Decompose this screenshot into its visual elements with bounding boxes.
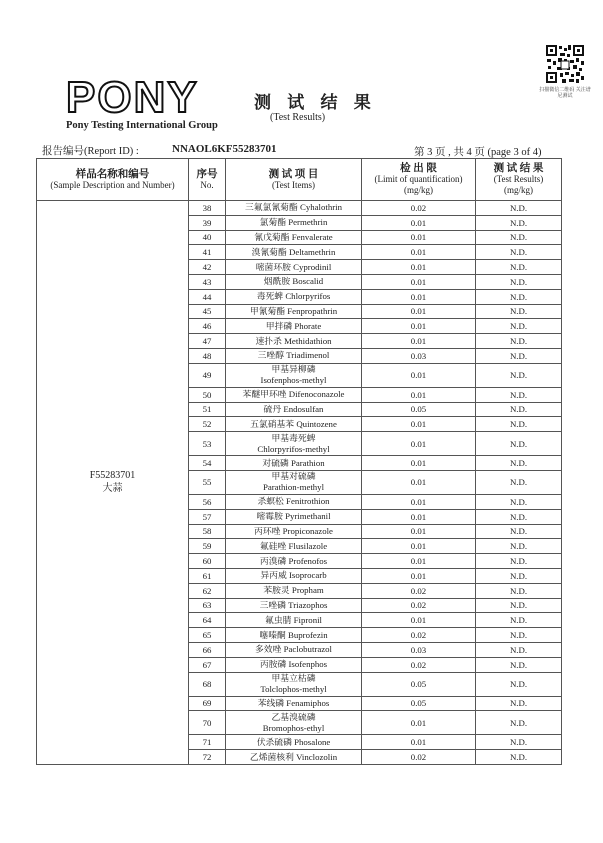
row-test-item [226,711,362,735]
row-no: 49 [189,363,226,387]
row-no: 57 [189,509,226,524]
row-test-item [226,568,362,583]
qr-caption: 扫描微信二维码 关注谱尼测试 [539,87,591,99]
row-no: 70 [189,711,226,735]
row-no: 40 [189,230,226,245]
test-item-cn: 丙胺磷 [259,659,287,670]
row-test-item [226,304,362,319]
table-body [37,201,562,765]
row-no: 55 [189,470,226,494]
row-result: N.D. [476,672,562,696]
row-no: 58 [189,524,226,539]
row-result: N.D. [476,260,562,275]
test-item-en: Cyprodinil [293,261,332,272]
sample-id: F55283701 [89,470,136,482]
row-result: N.D. [476,509,562,524]
row-limit: 0.01 [362,245,476,260]
row-limit: 0.01 [362,568,476,583]
row-limit: 0.01 [362,334,476,349]
row-limit: 0.01 [362,289,476,304]
row-no: 60 [189,554,226,569]
row-test-item [226,334,362,349]
row-no: 38 [189,201,226,216]
row-result: N.D. [476,319,562,334]
test-item-cn: 氰戊菊酯 [254,231,290,242]
header-limit-unit: (mg/kg) [404,185,433,195]
row-test-item [226,672,362,696]
test-item-cn: 乙烯菌核利 [249,751,294,762]
row-no: 45 [189,304,226,319]
row-limit: 0.01 [362,539,476,554]
row-result: N.D. [476,456,562,471]
table-row [37,201,562,216]
row-limit: 0.05 [362,402,476,417]
row-result: N.D. [476,289,562,304]
page-title-en: (Test Results) [270,112,326,123]
header-limit [362,159,476,201]
test-item-en: Propiconazole [282,525,333,536]
row-no: 56 [189,494,226,509]
page-title-cn: 测 试 结 果 [254,93,377,112]
test-item-en: Triadimenol [286,350,330,361]
row-limit: 0.01 [362,509,476,524]
row-test-item [226,245,362,260]
report-id-value: NNAOL6KF55283701 [172,143,277,155]
test-item-en: Permethrin [288,217,328,228]
row-no: 65 [189,628,226,643]
test-item-en: Fipronil [293,614,322,625]
test-item-cn: 苯线磷 [257,697,285,708]
company-name: Pony Testing International Group [66,120,218,131]
row-no: 63 [189,598,226,613]
row-limit: 0.01 [362,494,476,509]
header-limit-en: (Limit of quantification) [374,174,463,184]
test-item-en: Parathion [290,457,325,468]
row-test-item [226,363,362,387]
row-limit: 0.01 [362,524,476,539]
test-item-en: Deltamethrin [288,246,336,257]
row-result: N.D. [476,201,562,216]
test-item-en: Fenitrothion [286,496,330,507]
row-result: N.D. [476,628,562,643]
test-item-cn: 三唑醇 [257,350,284,361]
row-no: 50 [189,387,226,402]
header-result-cn: 测 试 结 果 [493,163,544,174]
test-item-en: Paclobutrazol [283,644,332,655]
header-result [476,159,562,201]
row-limit: 0.01 [362,456,476,471]
test-item-en: Chlorpyrifos [285,291,331,302]
row-limit: 0.01 [362,215,476,230]
test-item-cn: 丙环唑 [254,525,281,536]
row-test-item [226,598,362,613]
row-no: 39 [189,215,226,230]
row-limit: 0.02 [362,657,476,672]
row-result: N.D. [476,642,562,657]
test-item-en: Propham [291,585,324,596]
row-result: N.D. [476,432,562,456]
test-item-cn: 毒死蜱 [256,291,284,302]
row-limit: 0.01 [362,554,476,569]
header-result-en: (Test Results) [493,174,544,184]
header-no-en: No. [200,179,214,190]
row-limit: 0.01 [362,319,476,334]
sample-cell [37,201,189,765]
row-test-item [226,539,362,554]
row-limit: 0.01 [362,304,476,319]
row-test-item [226,509,362,524]
row-result: N.D. [476,363,562,387]
row-limit: 0.01 [362,711,476,735]
row-limit: 0.01 [362,613,476,628]
test-item-en: Fenpropathrin [287,305,338,316]
row-result: N.D. [476,215,562,230]
pony-logo: PONY [66,73,199,122]
row-test-item [226,456,362,471]
row-result: N.D. [476,348,562,363]
test-item-en: Chlorpyrifos-methyl [257,443,330,454]
row-result: N.D. [476,750,562,765]
test-item-cn: 氟硅唑 [259,540,287,551]
test-item-cn: 甲基毒死蜱 [271,432,316,443]
row-result: N.D. [476,613,562,628]
row-result: N.D. [476,711,562,735]
row-limit: 0.01 [362,260,476,275]
test-item-cn: 苯胺灵 [263,585,290,596]
test-item-en: Cyhalothrin [299,202,343,213]
page-number: 第 3 页 , 共 4 页 (page 3 of 4) [414,147,542,158]
row-limit: 0.05 [362,696,476,711]
row-result: N.D. [476,417,562,432]
row-no: 54 [189,456,226,471]
test-item-cn: 对硫磷 [262,457,289,468]
row-no: 41 [189,245,226,260]
row-no: 46 [189,319,226,334]
test-item-cn: 三唑磷 [259,599,286,610]
test-item-cn: 噻嗪酮 [259,629,286,640]
row-result: N.D. [476,274,562,289]
row-no: 53 [189,432,226,456]
row-test-item [226,554,362,569]
test-item-cn: 硫丹 [263,403,282,414]
row-no: 47 [189,334,226,349]
test-item-en: Triazophos [288,599,328,610]
row-limit: 0.05 [362,672,476,696]
test-item-cn: 甲基对硫磷 [271,471,316,482]
header-item-en: (Test Items) [271,179,316,190]
row-no: 51 [189,402,226,417]
test-item-cn: 嘧菌环胺 [255,261,291,272]
row-test-item [226,750,362,765]
header-no-cn: 序号 [196,168,218,180]
row-test-item [226,583,362,598]
header-limit-cn: 检 出 限 [400,163,437,174]
row-test-item [226,613,362,628]
test-item-cn: 速扑杀 [255,335,282,346]
report-id-label: 报告编号(Report ID) : [42,146,139,157]
test-item-en: Fenvalerate [291,231,333,242]
row-limit: 0.01 [362,363,476,387]
header-no [189,159,226,201]
row-result: N.D. [476,494,562,509]
row-test-item [226,696,362,711]
row-test-item [226,524,362,539]
row-result: N.D. [476,402,562,417]
row-result: N.D. [476,657,562,672]
row-result: N.D. [476,539,562,554]
test-item-cn: 异丙威 [260,570,287,581]
sample-name: 大蒜 [102,483,123,495]
test-item-en: Bromophos-ethyl [262,722,325,733]
row-limit: 0.03 [362,348,476,363]
test-item-en: Isoprocarb [288,570,327,581]
test-item-en: Isofenphos-methyl [260,375,327,386]
test-item-cn: 甲拌磷 [265,320,293,331]
test-item-cn: 氯菊酯 [259,217,287,228]
row-no: 68 [189,672,226,696]
table-header-row [37,159,562,201]
row-result: N.D. [476,470,562,494]
row-test-item [226,215,362,230]
test-item-en: Pyrimethanil [285,511,331,522]
results-table [36,158,562,765]
row-test-item [226,274,362,289]
header-result-unit: (mg/kg) [504,185,533,195]
row-result: N.D. [476,230,562,245]
row-no: 66 [189,642,226,657]
test-item-en: Phosalone [294,736,331,747]
test-item-cn: 嘧霉胺 [256,511,283,522]
row-limit: 0.02 [362,583,476,598]
row-no: 43 [189,274,226,289]
test-item-en: Methidathion [284,335,332,346]
row-limit: 0.03 [362,642,476,657]
header-item-cn: 测 试 项 目 [268,168,319,180]
row-no: 64 [189,613,226,628]
row-no: 72 [189,750,226,765]
row-no: 42 [189,260,226,275]
row-no: 62 [189,583,226,598]
test-item-cn: 甲基立枯磷 [271,673,316,684]
row-test-item [226,628,362,643]
row-test-item [226,387,362,402]
row-no: 61 [189,568,226,583]
test-item-en: Boscalid [292,276,324,287]
test-item-en: Quintozene [296,418,337,429]
test-item-cn: 乙基溴硫磷 [271,711,316,722]
row-limit: 0.01 [362,470,476,494]
row-result: N.D. [476,735,562,750]
row-no: 71 [189,735,226,750]
row-test-item [226,319,362,334]
row-no: 44 [189,289,226,304]
test-item-en: Flusilazole [288,540,328,551]
row-result: N.D. [476,245,562,260]
row-result: N.D. [476,334,562,349]
test-item-cn: 杀螟松 [257,496,284,507]
row-no: 48 [189,348,226,363]
row-test-item [226,417,362,432]
header-item [226,159,362,201]
row-test-item [226,289,362,304]
row-test-item [226,201,362,216]
test-item-en: Difenoconazole [288,389,345,400]
row-test-item [226,402,362,417]
test-item-en: Phorate [294,320,322,331]
row-test-item [226,260,362,275]
row-no: 67 [189,657,226,672]
test-item-cn: 伏杀硫磷 [256,736,292,747]
row-no: 69 [189,696,226,711]
row-result: N.D. [476,568,562,583]
test-item-cn: 多效唑 [255,644,282,655]
row-limit: 0.01 [362,387,476,402]
row-test-item [226,470,362,494]
test-item-cn: 五氯硝基苯 [250,418,295,429]
row-result: N.D. [476,583,562,598]
qr-code-icon [545,44,585,84]
test-item-cn: 丙溴磷 [259,555,287,566]
test-item-en: Tolclophos-methyl [260,684,327,695]
row-limit: 0.02 [362,628,476,643]
row-limit: 0.02 [362,750,476,765]
test-item-en: Buprofezin [288,629,328,640]
row-limit: 0.01 [362,735,476,750]
row-test-item [226,494,362,509]
row-test-item [226,230,362,245]
test-item-en: Profenofos [288,555,328,566]
test-item-cn: 烟酰胺 [263,276,291,287]
header-sample-cn: 样品名称和编号 [75,168,150,180]
test-item-cn: 甲基异柳磷 [271,364,316,375]
row-no: 59 [189,539,226,554]
row-result: N.D. [476,696,562,711]
row-limit: 0.01 [362,230,476,245]
row-limit: 0.01 [362,432,476,456]
row-result: N.D. [476,598,562,613]
test-item-en: Endosulfan [283,403,324,414]
test-item-en: Isofenphos [288,659,328,670]
test-item-cn: 甲氰菊酯 [249,305,286,316]
row-no: 52 [189,417,226,432]
row-limit: 0.02 [362,201,476,216]
row-result: N.D. [476,387,562,402]
row-test-item [226,348,362,363]
row-test-item [226,735,362,750]
row-test-item [226,642,362,657]
row-result: N.D. [476,524,562,539]
test-item-cn: 溴氰菊酯 [251,246,287,257]
header-sample [37,159,189,201]
row-test-item [226,657,362,672]
row-limit: 0.01 [362,417,476,432]
test-item-en: Fenamiphos [286,697,330,708]
test-item-en: Vinclozolin [296,751,338,762]
row-limit: 0.01 [362,274,476,289]
row-limit: 0.02 [362,598,476,613]
row-result: N.D. [476,554,562,569]
row-test-item [226,432,362,456]
test-item-cn: 苯醚甲环唑 [242,389,287,400]
test-item-cn: 三氟氯氰菊酯 [244,202,298,213]
test-item-en: Parathion-methyl [262,482,325,493]
row-result: N.D. [476,304,562,319]
header-sample-en: (Sample Description and Number) [50,179,175,190]
test-item-cn: 氟虫腈 [265,614,292,625]
